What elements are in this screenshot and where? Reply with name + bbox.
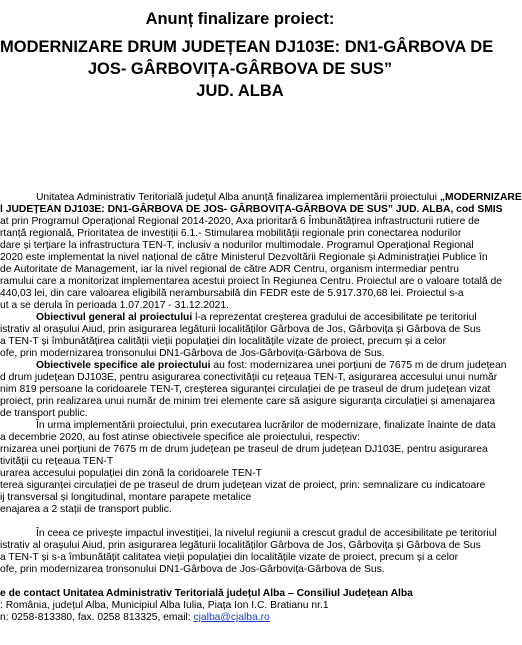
body-line bbox=[0, 444, 488, 456]
announcement-heading: Anunț finalizare proiect: bbox=[145, 10, 335, 28]
body-text: nim 819 persoane la coridoarele TEN-T, creșterea siguranței circulației de pe traseul de drum județean vizat bbox=[0, 384, 491, 395]
body-line bbox=[0, 480, 485, 492]
body-line bbox=[0, 468, 262, 480]
body-line bbox=[0, 264, 459, 276]
bold-text: Obiectivul general al proiectului bbox=[36, 312, 193, 323]
body-line bbox=[0, 396, 495, 408]
body-text: de transport public. bbox=[0, 408, 88, 419]
body-text: 2020 este implementat la nivel național de către Ministerul Dezvoltării Regionale și Administrației Publice în bbox=[0, 252, 488, 263]
body-text: d drum județean DJ103E, pentru asigurarea conectivității cu rețeaua TEN-T, asigurarea accesului unui număr bbox=[0, 372, 498, 383]
body-line bbox=[0, 504, 172, 516]
body-text: at prin Programul Operațional Regional 2014-2020, Axa prioritară 6 Îmbunătățirea infrastructurii rutiere de bbox=[0, 216, 480, 227]
body-text: istrativ al orașului Aiud, prin asigurarea legăturii localităților Gârbova de Jos, Gârbovița și Gârbova de Sus bbox=[0, 540, 481, 551]
bold-text: e de contact Unitatea Administrativ Teritorială județul Alba – Consiliul Județean Alba bbox=[0, 588, 413, 599]
body-line bbox=[0, 456, 113, 468]
body-line bbox=[0, 564, 385, 576]
body-text: În urma implementării proiectului, prin executarea lucrărilor de modernizare, finalizate înainte de data bbox=[36, 420, 496, 431]
body-line bbox=[0, 300, 229, 312]
body-line bbox=[0, 384, 490, 396]
body-text: : România, județul Alba, Municipiul Alba Iulia, Piața Ion I.C. Bratianu nr.1 bbox=[0, 600, 329, 611]
body-text: ij transversal și longitudinal, montare parapete metalice bbox=[0, 492, 252, 503]
project-title-line-1: MODERNIZARE DRUM JUDEȚEAN DJ103E: DN1-GÂRBOVA DE bbox=[0, 38, 494, 56]
bold-text: „MODERNIZARE bbox=[439, 192, 522, 203]
body-line bbox=[0, 372, 497, 384]
body-text: ut a se derula în perioada 1.07.2017 - 31.12.2021. bbox=[0, 300, 229, 311]
body-line bbox=[0, 408, 88, 420]
body-line bbox=[0, 336, 446, 348]
body-line bbox=[0, 240, 474, 252]
body-line bbox=[36, 192, 522, 204]
body-line bbox=[36, 312, 477, 324]
body-line bbox=[0, 348, 385, 360]
body-text: a decembrie 2020, au fost atinse obiectivele specifice ale proiectului, respectiv: bbox=[0, 432, 361, 443]
body-text: ofe, prin modernizarea tronsonului DN1-Gârbova de Jos-Gârbovița-Gârbova de Sus. bbox=[0, 564, 385, 575]
body-line bbox=[0, 552, 458, 564]
bold-text: l JUDEȚEAN DJ103E: DN1-GÂRBOVA DE JOS- GÂRBOVIȚA-GÂRBOVA DE SUS” JUD. ALBA, cod SMIS bbox=[0, 204, 503, 215]
body-line bbox=[0, 276, 502, 288]
body-line bbox=[0, 216, 480, 228]
body-line bbox=[0, 540, 481, 552]
project-title-line-2: JOS- GÂRBOVIȚA-GÂRBOVA DE SUS” bbox=[87, 60, 393, 78]
body-text: istrativ al orașului Aiud, prin asigurarea legăturii localităților Gârbova de Jos, Gârbovița și Gârbova de Sus bbox=[0, 324, 481, 335]
body-text: ramului care a monitorizat implementarea acestui proiect în Regiunea Centru. Proiectul are o valoare totală de bbox=[0, 276, 502, 287]
body-line bbox=[0, 252, 488, 264]
body-line bbox=[0, 492, 251, 504]
body-line bbox=[36, 528, 497, 540]
body-line bbox=[0, 228, 461, 240]
bold-text: Obiectivele specifice ale proiectului bbox=[36, 360, 211, 371]
body-line bbox=[0, 612, 270, 624]
body-text: rnizarea unei porțiuni de 7675 m de drum județean pe traseul de drum județean DJ103E, pentru asigurarea bbox=[0, 444, 488, 455]
body-text: Unitatea Administrativ Teritorială județul Alba anunță finalizarea implementării proiectului bbox=[36, 192, 440, 203]
body-text: dare și terțiare la infrastructura TEN-T, inclusiv a nodurilor multimodale. Programul Operațional Regional bbox=[0, 240, 474, 251]
body-line bbox=[36, 420, 496, 432]
body-line bbox=[0, 600, 329, 612]
body-text: urarea accesului populației din zonă la coridoarele TEN-T bbox=[0, 468, 262, 479]
body-text: a TEN-T și s-a îmbunătățit calitatea vieții populației din localitățile vizate de proiect, precum și a celor bbox=[0, 552, 459, 563]
body-line bbox=[0, 324, 481, 336]
body-text: tivității cu rețeaua TEN-T bbox=[0, 456, 114, 467]
body-line bbox=[0, 432, 360, 444]
body-text: proiect, prin realizarea unui număr de minim trei elemente care să asigure siguranța circulației și amenajarea bbox=[0, 396, 496, 407]
body-text: În ceea ce privește impactul investiției, la nivelul regiunii a crescut gradul de accesibilitate pe teritoriul bbox=[36, 528, 497, 539]
project-title-line-3: JUD. ALBA bbox=[196, 82, 284, 100]
email-link[interactable]: cjalba@cjalba.ro bbox=[193, 612, 270, 623]
body-text: a TEN-T și îmbunătățirea calității vieții populației din localitățile vizate de proiect, precum și a celor bbox=[0, 336, 447, 347]
body-text: au fost: modernizarea unei porțiuni de 7675 m de drum județean bbox=[210, 360, 507, 371]
body-text: n: 0258-813380, fax. 0258 813325, email: bbox=[0, 612, 194, 623]
body-line bbox=[36, 360, 506, 372]
body-text: de Autoritate de Management, iar la nivel regional de către ADR Centru, organism intermediar pentru bbox=[0, 264, 460, 275]
body-line bbox=[0, 288, 464, 300]
body-text: l-a reprezentat creșterea gradului de accesibilitate pe teritoriul bbox=[192, 312, 477, 323]
body-text: rtanță regională, Prioritatea de investiții 6.1.- Stimularea mobilității regionale prin conectarea nodurilor bbox=[0, 228, 462, 239]
body-text: ofe, prin modernizarea tronsonului DN1-Gârbova de Jos-Gârbovița-Gârbova de Sus. bbox=[0, 348, 385, 359]
body-text: terea siguranței circulației de pe traseul de drum județean vizat de proiect, prin: semnalizare cu indicatoare bbox=[0, 480, 486, 491]
body-line bbox=[0, 588, 413, 600]
body-text: enajarea a 2 stații de transport public. bbox=[0, 504, 172, 515]
body-text: 440,03 lei, din care valoarea eligibilă nerambursabilă din FEDR este de 5.917.370,68 lei. Proiectul s-a bbox=[0, 288, 464, 299]
body-line bbox=[0, 204, 503, 216]
